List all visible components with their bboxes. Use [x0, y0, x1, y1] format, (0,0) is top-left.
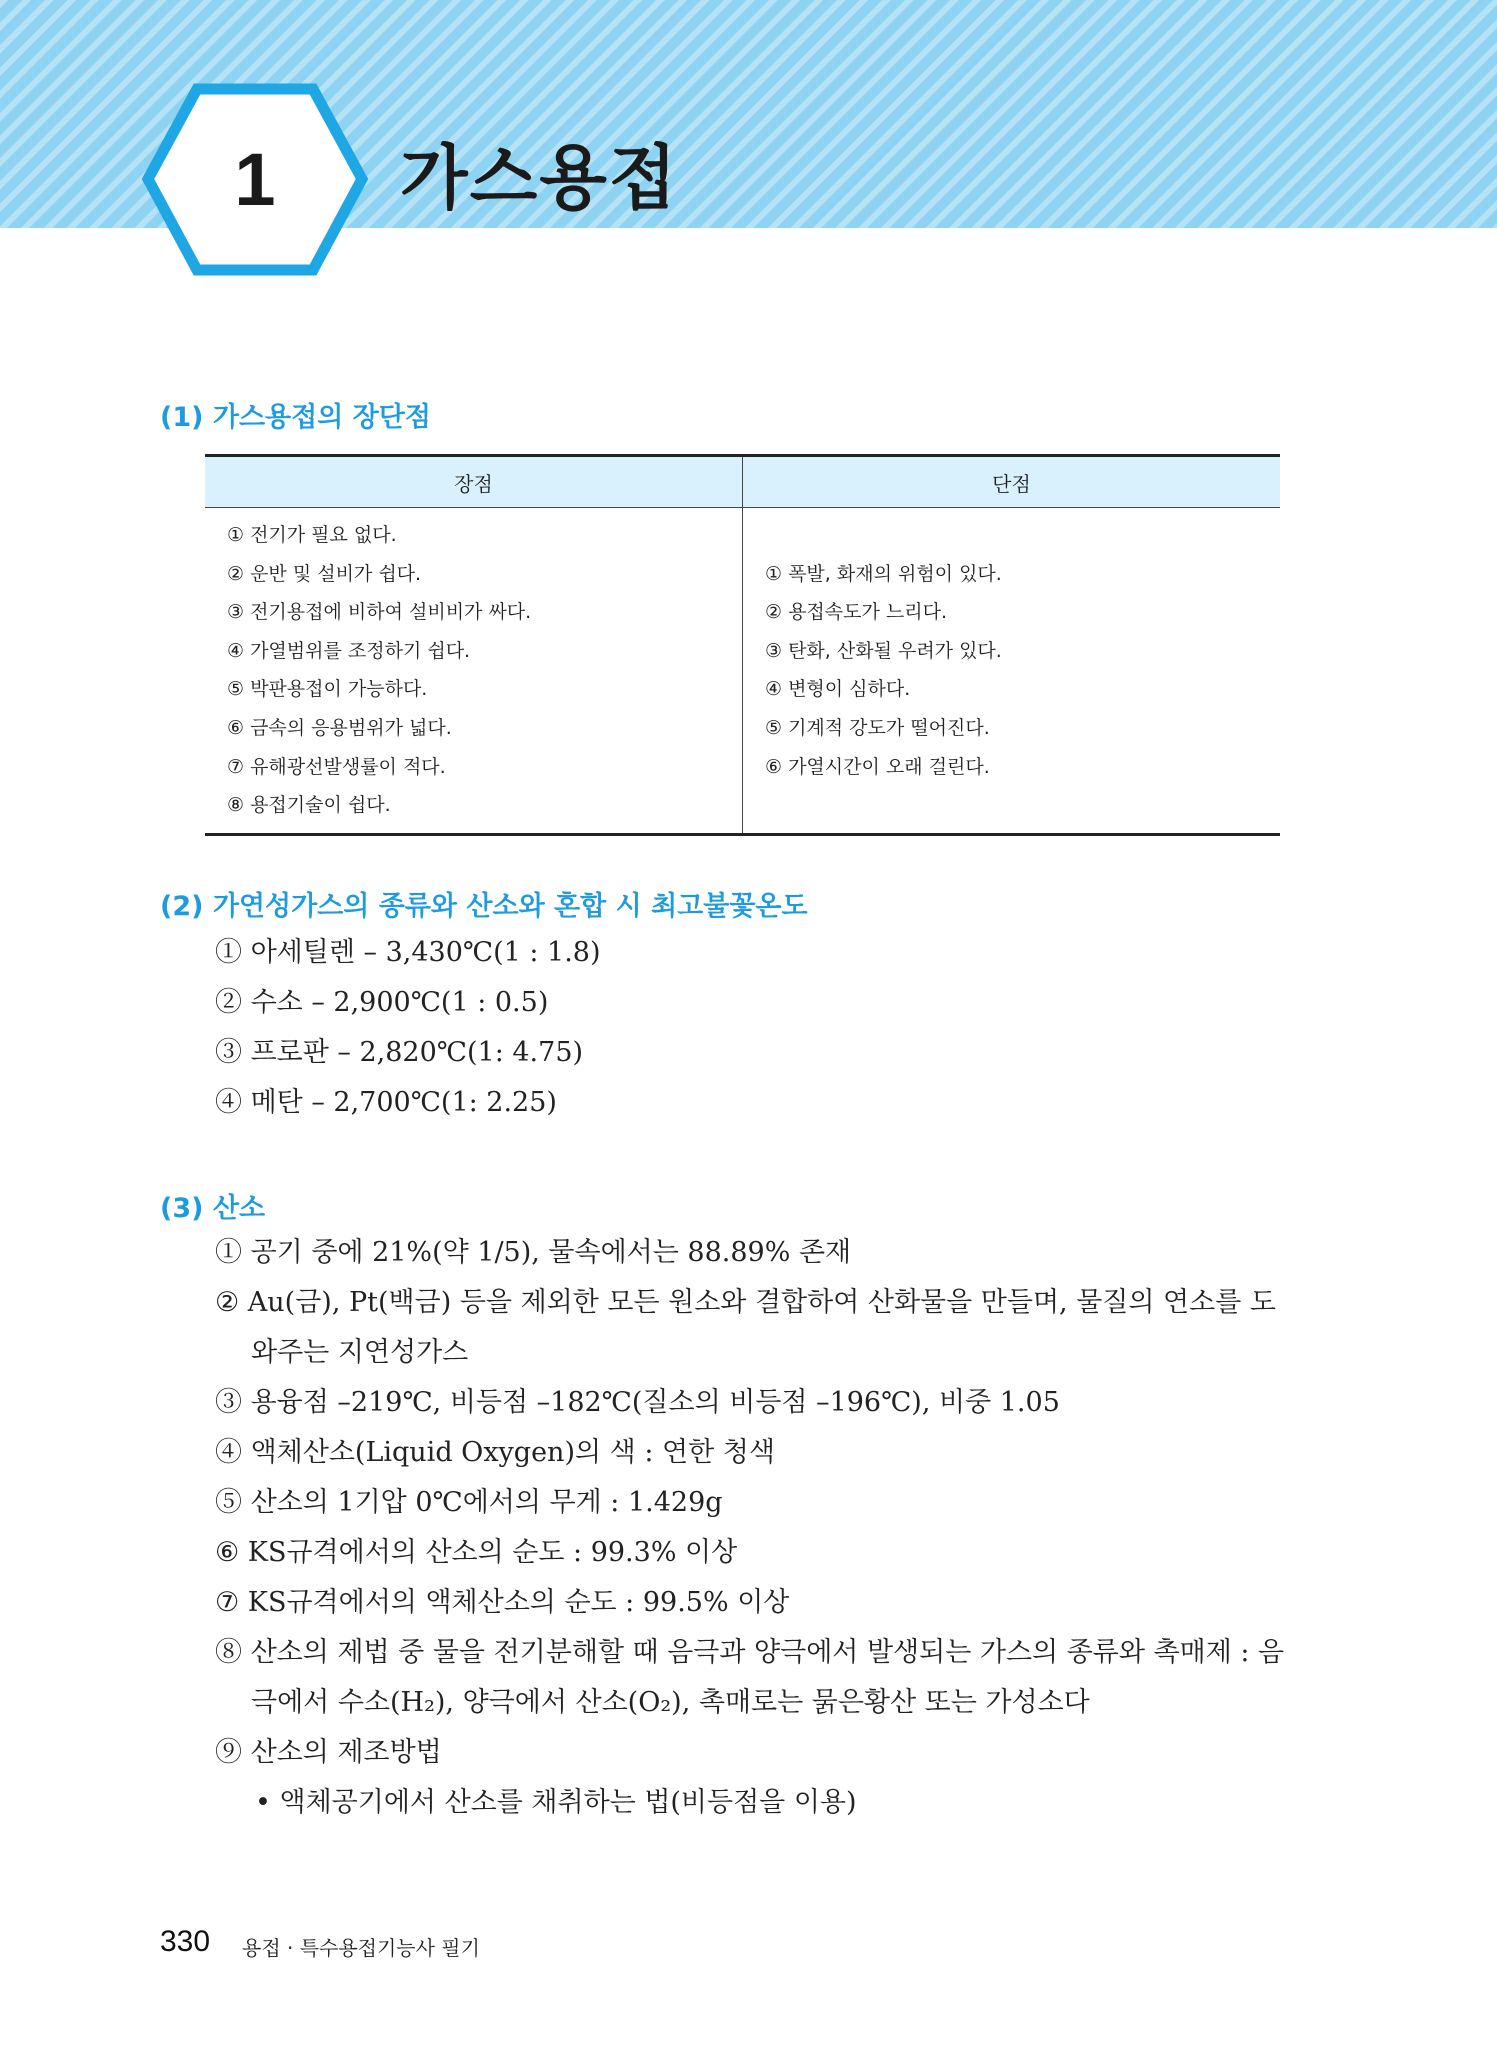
advantages-cell [205, 508, 743, 835]
flame-temperature-list [215, 928, 601, 1128]
list-item: ③ 프로판 – 2,820℃(1: 4.75) [215, 1037, 584, 1068]
bullet-item: • 액체공기에서 산소를 채취하는 법(비등점을 이용) [255, 1787, 857, 1818]
list-item-continuation: 극에서 수소(H₂), 양극에서 산소(O₂), 촉매로는 묽은황산 또는 가성소다 [251, 1687, 1090, 1718]
advantage-item: ④ 가열범위를 조정하기 쉽다. [227, 639, 471, 662]
advantage-item: ② 운반 및 설비가 쉽다. [227, 562, 422, 585]
table-header-row [205, 456, 1280, 508]
disadvantages-cell [743, 508, 1281, 835]
list-item [215, 1628, 1290, 1728]
list-item-text: ⑧ 산소의 제법 중 물을 전기분해할 때 음극과 양극에서 발생되는 가스의 종류와 촉매제 : 음 [215, 1637, 1285, 1668]
oxygen-facts-list [215, 1228, 1290, 1828]
disadvantage-item: ④ 변형이 심하다. [765, 678, 911, 701]
disadvantage-item: ② 용접속도가 느리다. [765, 601, 947, 624]
advantage-item: ⑧ 용접기술이 쉽다. [227, 794, 391, 817]
section-title-flame-temperature: (2) 가연성가스의 종류와 산소와 혼합 시 최고불꽃온도 [160, 891, 808, 922]
table-row [205, 508, 1280, 835]
advantage-item: ⑦ 유해광선발생률이 적다. [227, 755, 446, 778]
list-item: ④ 메탄 – 2,700℃(1: 2.25) [215, 1087, 557, 1118]
list-item: ① 아세틸렌 – 3,430℃(1 : 1.8) [215, 937, 601, 968]
advantage-item: ① 전기가 필요 없다. [227, 524, 397, 546]
list-item: ① 공기 중에 21%(약 1/5), 물속에서는 88.89% 존재 [215, 1237, 852, 1268]
chapter-title: 가스용접 [400, 137, 679, 219]
advantage-item: ③ 전기용접에 비하여 설비비가 싸다. [227, 601, 532, 624]
book-title: 용접 · 특수용접기능사 필기 [242, 1936, 480, 1960]
page-number: 330 [160, 1925, 211, 1958]
list-item: ③ 용융점 –219℃, 비등점 –182℃(질소의 비등점 –196℃), 비중 1.05 [215, 1387, 1060, 1418]
disadvantage-item: ③ 탄화, 산화될 우려가 있다. [765, 639, 1002, 662]
chapter-number: 1 [234, 138, 276, 221]
advantage-item: ⑤ 박판용접이 가능하다. [227, 678, 428, 701]
disadvantage-item: ⑥ 가열시간이 오래 걸린다. [765, 755, 990, 778]
section-title-pros-cons: (1) 가스용접의 장단점 [160, 402, 431, 433]
list-item: ④ 액체산소(Liquid Oxygen)의 색 : 연한 청색 [215, 1437, 775, 1468]
advantage-item: ⑥ 금속의 응용범위가 넓다. [227, 716, 452, 739]
list-item [215, 1278, 1290, 1378]
section-title-oxygen: (3) 산소 [160, 1193, 266, 1224]
list-item-continuation: 와주는 지연성가스 [251, 1337, 469, 1368]
pros-cons-table [205, 454, 1280, 836]
header-advantages: 장점 [205, 456, 743, 508]
list-item: ⑦ KS규격에서의 액체산소의 순도 : 99.5% 이상 [215, 1587, 790, 1618]
header-disadvantages: 단점 [743, 456, 1281, 508]
disadvantage-item: ① 폭발, 화재의 위험이 있다. [765, 562, 1002, 585]
list-item: ⑤ 산소의 1기압 0℃에서의 무게 : 1.429g [215, 1487, 723, 1518]
disadvantage-item: ⑤ 기계적 강도가 떨어진다. [765, 716, 990, 739]
list-item-text: ② Au(금), Pt(백금) 등을 제외한 모든 원소와 결합하여 산화물을 만들며, 물질의 연소를 도 [215, 1287, 1276, 1318]
list-item: ⑥ KS규격에서의 산소의 순도 : 99.3% 이상 [215, 1537, 738, 1568]
list-item: ② 수소 – 2,900℃(1 : 0.5) [215, 987, 549, 1018]
list-item: ⑨ 산소의 제조방법 [215, 1737, 442, 1768]
